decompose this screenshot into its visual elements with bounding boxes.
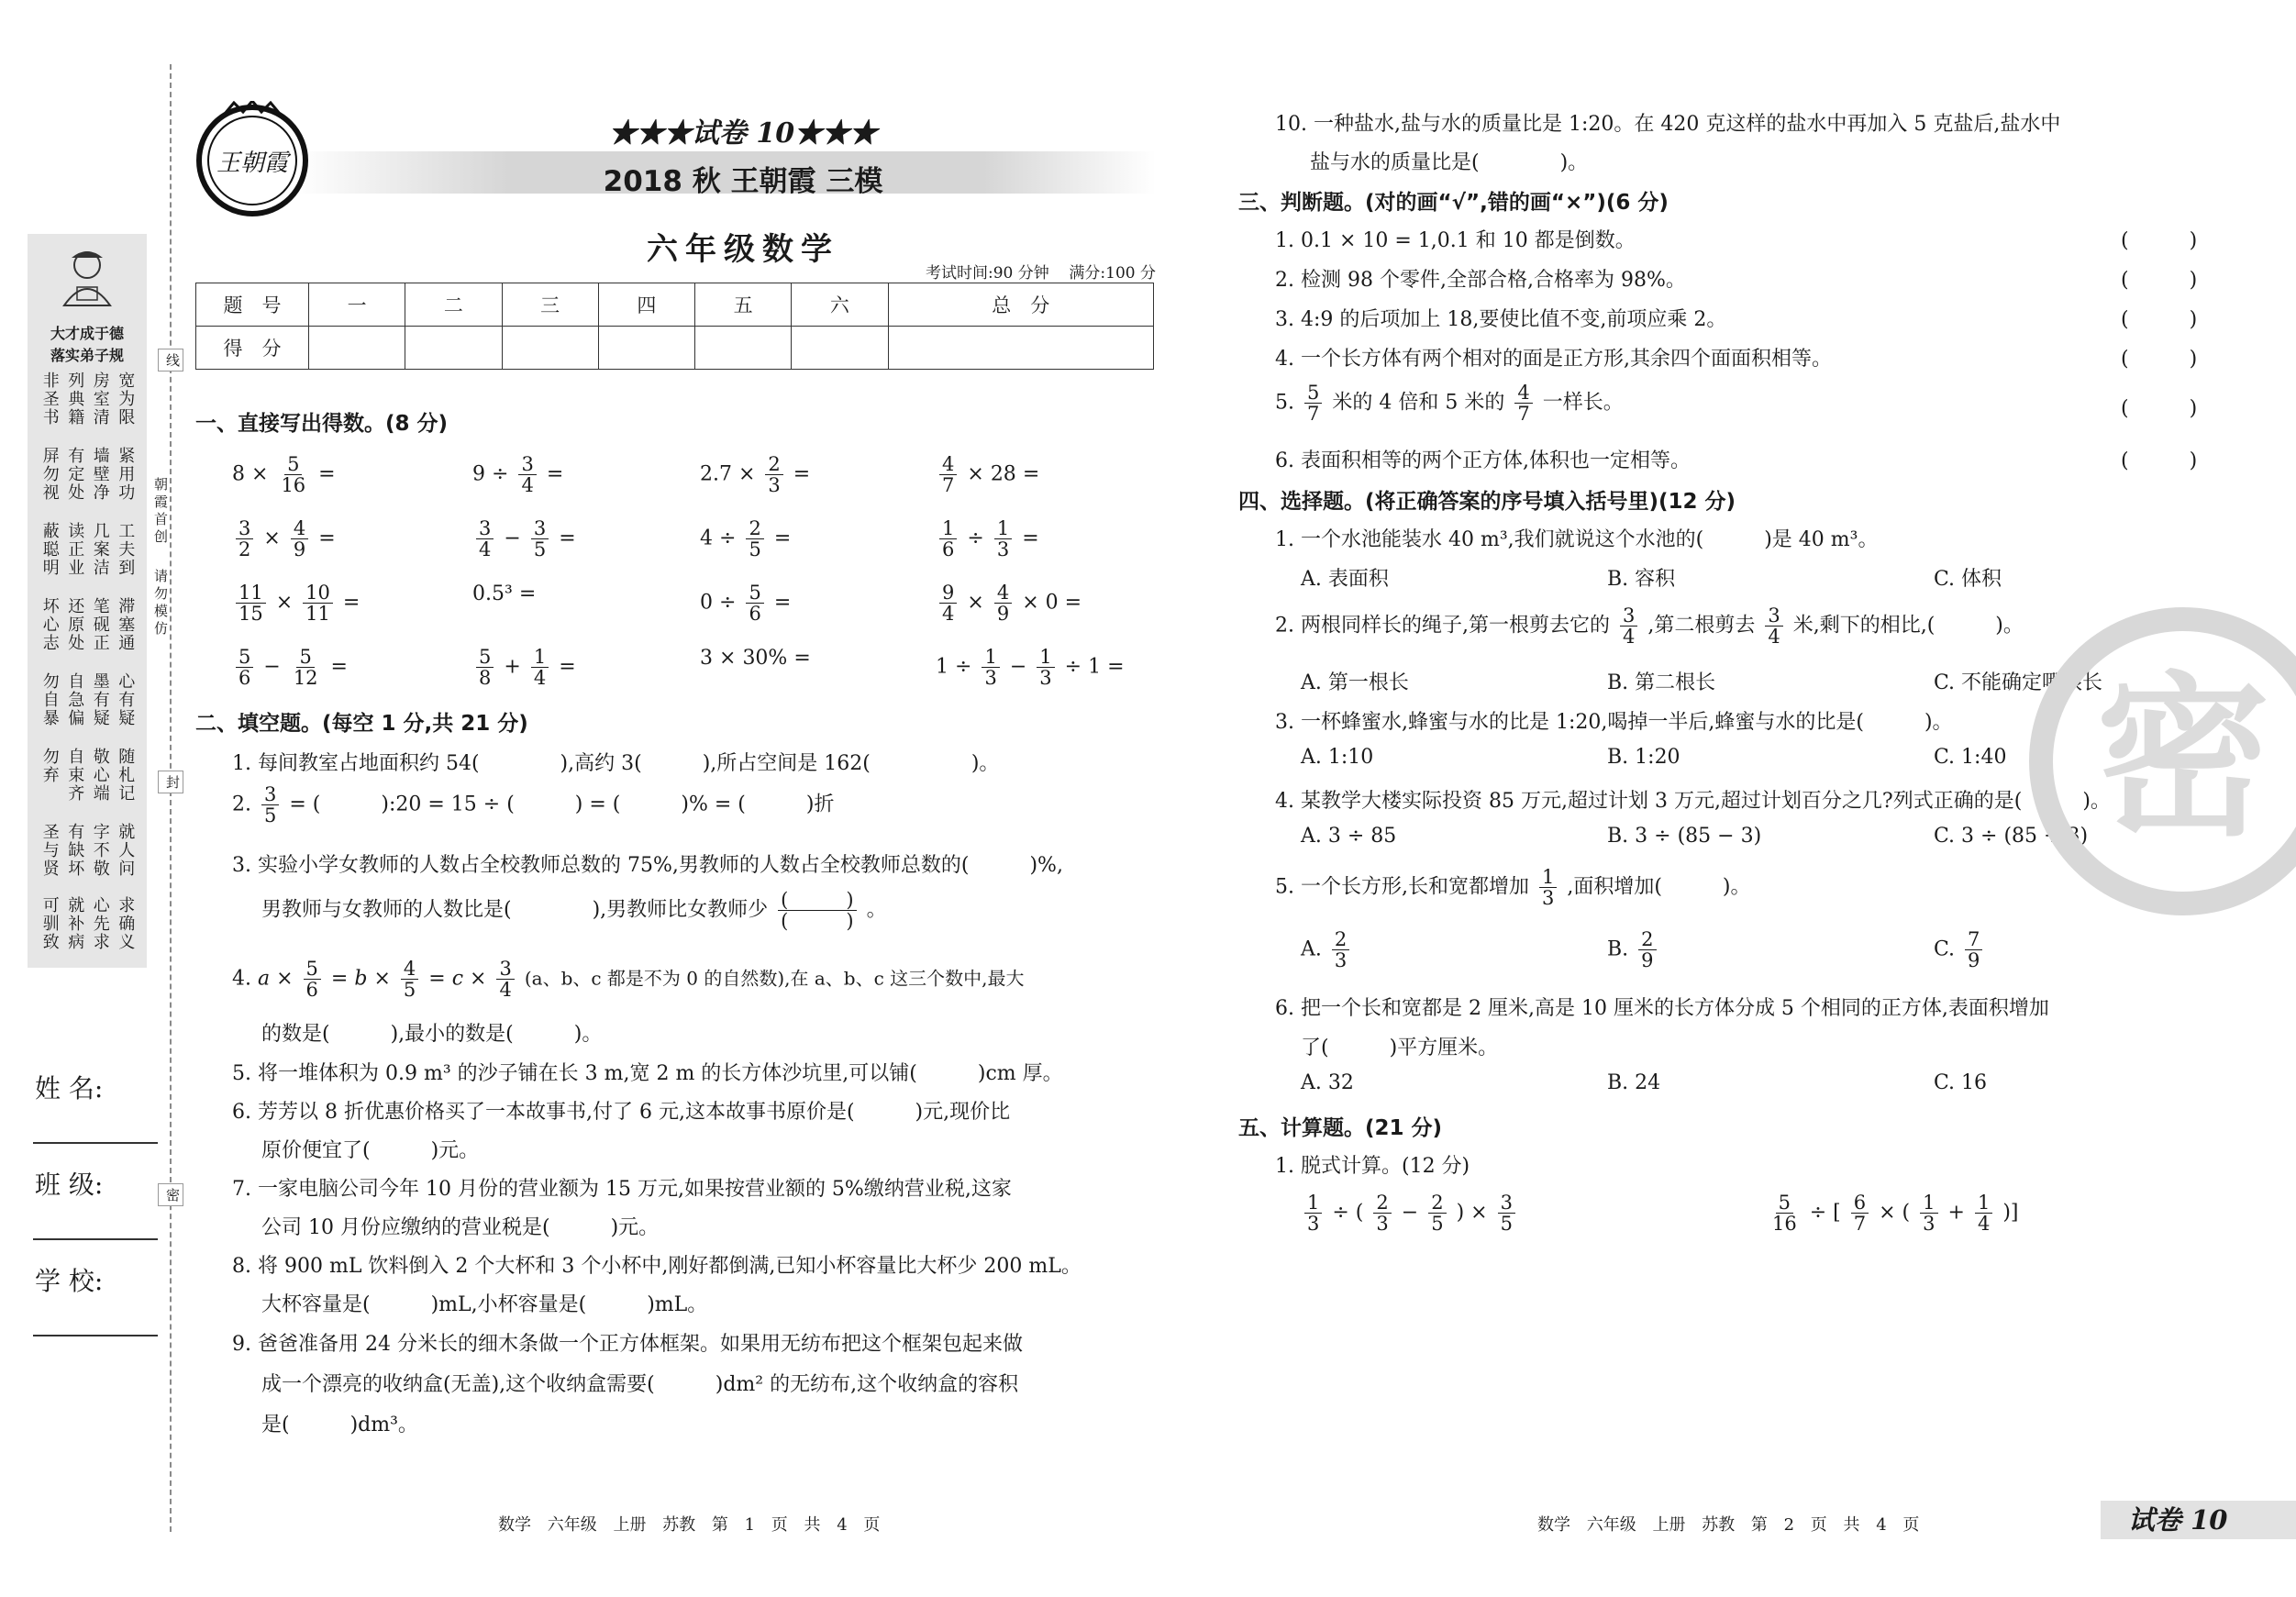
choice-6-option-b[interactable]: B. 24 [1607,1071,1661,1094]
calc-expression-1: $\frac{1}{3}$ ÷ ( $\frac{2}{3}$ − $\frac{2}{5}$ ) × $\frac{3}{5}$ [1301,1192,1519,1234]
fraction: $\frac{3}{4}$ [518,454,536,495]
q2-number: 2. [232,793,251,816]
fraction: $\frac{1}{3}$ [1037,647,1054,688]
motto-col: 随札记 [116,748,136,803]
fill-question-4: 4. a × $\frac{5}{6}$ = b × $\frac{4}{5}$ = c × $\frac{3}{4}$ (a、b、c 都是不为 0 的自然数),在 a、b、c 这三个数中,最大 [232,958,1025,1002]
judge-answer-3[interactable]: ( ) [2121,308,2198,331]
section2-heading: 二、填空题。(每空 1 分,共 21 分) [195,712,528,736]
fraction: $\frac{1}{4}$ [531,647,549,688]
table-header-cell: 四 [598,283,694,327]
judge-answer-5[interactable]: ( ) [2121,397,2198,420]
q5-end: 一样长。 [1542,391,1624,415]
brand-seal-icon [193,101,312,220]
motto-group-3 [37,522,138,577]
score-cell[interactable] [695,327,792,370]
fraction: $\frac{5}{12}$ [293,646,318,690]
q5-text: 米的 4 倍和 5 米的 [1332,391,1505,415]
choice-question-2 [1275,605,2024,647]
fraction: $\frac{5}{6}$ [236,647,253,688]
fill-question-10-line1: 10. 一种盐水,盐与水的质量比是 1:20。在 420 克这样的盐水中再加入 5 克盐后,盐水中 [1275,113,2061,136]
fold-label-secret: 密 [158,1183,183,1206]
choice-6-option-c[interactable]: C. 16 [1934,1071,1988,1094]
fill-question-8-line1: 8. 将 900 mL 饮料倒入 2 个大杯和 3 个小杯中,刚好都倒满,已知小杯容量比大杯少 200 mL。 [232,1255,1081,1278]
side-note-no-copy: 请勿模仿 [152,569,169,638]
fraction: $\frac{11}{15}$ [236,582,266,624]
score-cell[interactable] [598,327,694,370]
fold-label-line: 线 [158,349,183,372]
fraction: $\frac{4}{7}$ [939,454,957,495]
motto-group-4 [37,597,138,652]
motto-col: 滞塞通 [116,597,136,652]
svg-text:王朝霞: 王朝霞 [216,150,289,177]
fraction: $\frac{4}{9}$ [291,518,308,560]
option-letter: A. [1301,937,1322,961]
fraction: $\frac{7}{9}$ [1965,929,1982,970]
fraction: $\frac{3}{5}$ [531,518,549,560]
fraction: $\frac{9}{4}$ [939,582,957,624]
choice-4-option-a[interactable]: A. 3 ÷ 85 [1301,825,1397,848]
motto-col: 屏勿视 [39,447,60,502]
student-name-field[interactable] [33,1142,158,1144]
mental-math-item: 2.7 × $\frac{2}{3}$ = [700,453,811,497]
motto-col: 自束齐 [65,748,85,803]
choice-5-option-c[interactable] [1934,929,1986,970]
fraction: $\frac{1}{3}$ [1920,1192,1937,1234]
fraction: $\frac{2}{3}$ [1332,929,1349,970]
score-table [195,283,1154,370]
motto-group-1 [37,372,138,427]
calc-question-1: 1. 脱式计算。(12 分) [1275,1155,1470,1178]
fraction: $\frac{2}{5}$ [746,518,763,560]
choice-5-option-b[interactable] [1607,929,1660,970]
motto-col: 勿弃 [39,748,60,784]
mental-math-item: $\frac{4}{7}$ × 28 = [936,454,1039,495]
side-note-original: 朝霞首创 [152,477,169,547]
table-header-cell: 三 [502,283,598,327]
q2-text-c: 米,剩下的相比,( )。 [1792,614,2024,638]
fill-question-3-line2 [261,890,887,931]
student-class-field[interactable] [33,1238,158,1240]
left-motto-strip [28,234,147,968]
mental-math-item: $\frac{5}{6}$ − $\frac{5}{12}$ = [232,647,348,688]
motto-col: 有缺坏 [65,823,85,878]
fraction: $\frac{1}{3}$ [1539,867,1557,908]
motto-col: 列典籍 [65,372,85,427]
mental-math-item: 0.5³ = [472,582,537,605]
choice-question-6-line2: 了( )平方厘米。 [1301,1037,1499,1059]
footer-page-1: 数学 六年级 上册 苏教 第 1 页 共 4 页 [498,1515,881,1535]
score-cell[interactable] [888,327,1154,370]
fill-question-7-line1: 7. 一家电脑公司今年 10 月份的营业额为 15 万元,如果按营业额的 5%缴纳营业税,这家 [232,1178,1012,1201]
fraction: $\frac{4}{5}$ [401,959,418,1000]
motto-col: 宽为限 [116,372,136,427]
section3-heading: 三、判断题。(对的画“√”,错的画“×”)(6 分) [1238,191,1669,215]
score-cell[interactable] [309,327,405,370]
choice-1-option-c[interactable]: C. 体积 [1934,568,2002,591]
fraction: $\frac{3}{4}$ [1620,605,1637,647]
student-class-label: 班 级: [35,1170,104,1200]
judge-question-6: 6. 表面积相等的两个正方体,体积也一定相等。 [1275,449,1691,472]
choice-question-5 [1275,867,1751,908]
mental-math-item: 9 ÷ $\frac{3}{4}$ = [472,453,564,497]
q5-number: 5. [1275,391,1294,415]
motto-col: 心有疑 [116,672,136,727]
student-school-label: 学 校: [35,1266,104,1296]
motto-col: 心先求 [90,896,110,951]
judge-question-1: 1. 0.1 × 10 = 1,0.1 和 10 都是倒数。 [1275,229,1636,252]
choice-2-option-c[interactable]: C. 不能确定哪根长 [1934,671,2103,694]
score-cell[interactable] [405,327,502,370]
motto-col: 读正业 [65,522,85,577]
motto-col: 非圣书 [39,372,60,427]
fill-question-4-line2: 的数是( ),最小的数是( )。 [261,1023,603,1046]
fraction: $\frac{3}{4}$ [496,959,514,1000]
student-name-label: 姓 名: [35,1073,104,1103]
choice-3-option-a[interactable]: A. 1:10 [1301,746,1374,769]
table-header-cell: 六 [792,283,888,327]
blank-fraction[interactable] [778,890,856,931]
fill-question-10-line2: 盐与水的质量比是( )。 [1310,151,1589,174]
fraction: $\frac{1}{3}$ [1304,1192,1322,1234]
motto-col: 有定处 [65,447,85,502]
motto-col: 就人问 [116,823,136,878]
motto-col: 几案洁 [90,522,110,577]
fraction: $\frac{1}{6}$ [939,518,957,560]
fraction: $\frac{2}{9}$ [1638,929,1656,970]
mental-math-item: 3 × 30% = [700,647,811,670]
fill-question-2 [232,784,834,826]
mental-math-item: 8 × $\frac{5}{16}$ = [232,453,336,497]
mental-math-item: $\frac{1}{6}$ ÷ $\frac{1}{3}$ = [936,518,1039,560]
fill-question-3-line1: 3. 实验小学女教师的人数占全校教师总数的 75%,男教师的人数占全校教师总数的( )%, [232,854,1063,877]
section4-heading: 四、选择题。(将正确答案的序号填入括号里)(12 分) [1238,490,1736,514]
fill-question-1: 1. 每间教室占地面积约 54( ),高约 3( ),所占空间是 162( )。 [232,752,1000,775]
motto-col: 坏心志 [39,597,60,652]
secret-watermark-icon [2027,605,2296,917]
fraction: $\frac{3}{4}$ [1765,605,1782,647]
scholar-illustration-icon [46,243,128,307]
mental-math-item: 0 ÷ $\frac{5}{6}$ = [700,582,792,626]
fraction: $\frac{1}{4}$ [1975,1192,1992,1234]
fill-question-6-line2: 原价便宜了( )元。 [261,1139,480,1162]
mental-math-item: $\frac{5}{8}$ + $\frac{1}{4}$ = [472,647,576,688]
fraction: $\frac{1}{3}$ [994,518,1012,560]
choice-2-option-a[interactable]: A. 第一根长 [1301,671,1409,694]
exam-time: 考试时间:90 分钟 [926,264,1049,283]
motto-col: 紧用功 [116,447,136,502]
section1-heading: 一、直接写出得数。(8 分) [195,412,449,436]
mental-math-item: $\frac{3}{4}$ − $\frac{3}{5}$ = [472,518,576,560]
motto-group-5 [37,672,138,727]
choice-question-3: 3. 一杯蜂蜜水,蜂蜜与水的比是 1:20,喝掉一半后,蜂蜜与水的比是( )。 [1275,711,1953,734]
motto-group-7 [37,823,138,878]
fraction: $\frac{1}{3}$ [982,647,999,688]
mental-math-item: $\frac{9}{4}$ × $\frac{4}{9}$ × 0 = [936,582,1081,624]
calc-expression-2: $\frac{5}{16}$ ÷ [ $\frac{6}{7}$ × ( $\frac{1}{3}$ + $\frac{1}{4}$ )] [1766,1192,2019,1234]
blank-numerator: ( ) [778,890,856,911]
motto-col: 自急偏 [65,672,85,727]
fraction: $\frac{2}{3}$ [765,454,782,495]
judge-answer-4[interactable]: ( ) [2121,348,2198,371]
mental-math-item: 4 ÷ $\frac{2}{5}$ = [700,517,792,561]
mental-math-item: $\frac{11}{15}$ × $\frac{10}{11}$ = [232,582,360,624]
table-row [196,327,1154,370]
motto-col: 蔽聪明 [39,522,60,577]
score-cell[interactable] [792,327,888,370]
judge-question-4: 4. 一个长方体有两个相对的面是正方形,其余四个面面积相等。 [1275,348,1832,371]
motto-col: 敬心端 [90,748,110,803]
q3-end: 。 [866,898,887,922]
choice-question-1: 1. 一个水池能装水 40 m³,我们就说这个水池的( )是 40 m³。 [1275,528,1879,551]
fraction: $\frac{2}{5}$ [1428,1192,1446,1234]
fraction: $\frac{3}{2}$ [236,518,253,560]
fold-label-seal: 封 [158,771,183,793]
subject-title: 六年级数学 [647,231,839,268]
judge-answer-2[interactable]: ( ) [2121,269,2198,292]
fraction: $\frac{2}{3}$ [1373,1192,1391,1234]
fraction: $\frac{6}{7}$ [1851,1192,1869,1234]
full-score: 满分:100 分 [1069,264,1156,283]
motto-group-8 [37,896,138,951]
q2-text-b: ,第二根剪去 [1647,614,1756,638]
motto-col: 工夫到 [116,522,136,577]
choice-6-option-a[interactable]: A. 32 [1301,1071,1354,1094]
motto-col: 墨有疑 [90,672,110,727]
motto-line-1: 大才成于德 [50,325,124,342]
fraction: $\frac{5}{7}$ [1304,383,1322,424]
mental-math-item: $\frac{3}{2}$ × $\frac{4}{9}$ = [232,518,336,560]
table-header-cell: 一 [309,283,405,327]
q5-text-a: 5. 一个长方形,长和宽都增加 [1275,875,1529,899]
motto-col: 墙壁净 [90,447,110,502]
exam-title: 2018 秋 王朝霞 三模 [603,165,883,198]
motto-col: 还原处 [65,597,85,652]
exam-info [789,260,1156,283]
choice-1-option-a[interactable]: A. 表面积 [1301,568,1389,591]
fraction: $\frac{5}{8}$ [476,647,494,688]
fraction: $\frac{5}{16}$ [1772,1192,1797,1236]
table-header-cell: 题 号 [196,283,309,327]
fraction: $\frac{5}{6}$ [746,582,763,624]
judge-answer-6[interactable]: ( ) [2121,449,2198,472]
motto-group-6 [37,748,138,803]
table-header-cell: 五 [695,283,792,327]
fraction: $\frac{4}{7}$ [1514,383,1532,424]
motto-col: 圣与贤 [39,823,60,878]
fill-question-9-line3: 是( )dm³。 [261,1414,418,1436]
choice-5-option-a[interactable] [1301,929,1353,970]
option-letter: B. [1607,937,1629,961]
mental-math-item: 1 ÷ $\frac{1}{3}$ − $\frac{1}{3}$ ÷ 1 = [936,646,1125,690]
binding-fold-line [170,64,172,1532]
option-letter: C. [1934,937,1956,961]
q5-text-b: ,面积增加( )。 [1567,875,1751,899]
fill-question-7-line2: 公司 10 月份应缴纳的营业税是( )元。 [261,1216,660,1239]
motto-line-2: 落实弟子规 [50,347,124,364]
fraction: $\frac{5}{6}$ [304,959,321,1000]
corner-paper-label: 试卷 10 [2101,1501,2296,1539]
motto-col: 笔砚正 [90,597,110,652]
section5-heading: 五、计算题。(21 分) [1238,1116,1443,1140]
fraction: $\frac{3}{4}$ [476,518,494,560]
table-header-cell: 得 分 [196,327,309,370]
q2-blanks: = ( ):20 = 15 ÷ ( ) = ( )% = ( )折 [289,793,835,816]
fraction: $\frac{5}{16}$ [281,453,306,497]
motto-col: 字不敬 [90,823,110,878]
table-header-cell: 二 [405,283,502,327]
choice-4-option-b[interactable]: B. 3 ÷ (85 − 3) [1607,825,1762,848]
choice-3-option-b[interactable]: B. 1:20 [1607,746,1680,769]
fill-question-8-line2: 大杯容量是( )mL,小杯容量是( )mL。 [261,1293,708,1316]
paper-number-label: ★★★试卷 10★★★ [608,117,878,150]
fill-question-9-line2: 成一个漂亮的收纳盒(无盖),这个收纳盒需要( )dm² 的无纺布,这个收纳盒的容积 [261,1373,1019,1396]
table-header-cell: 总 分 [888,283,1154,327]
table-row [196,283,1154,327]
motto-col: 可驯致 [39,896,60,951]
motto-col: 求确义 [116,896,136,951]
choice-4-option-c[interactable]: C. 3 ÷ (85 + 3) [1934,825,2089,848]
fraction: $\frac{10}{11}$ [303,582,333,624]
q3-text: 男教师与女教师的人数比是( ),男教师比女教师少 [261,898,769,922]
fraction: $\frac{3}{5}$ [261,784,279,826]
choice-question-4: 4. 某教学大楼实际投资 85 万元,超过计划 3 万元,超过计划百分之几?列式正确的是( )。 [1275,790,2111,813]
choice-2-option-b[interactable]: B. 第二根长 [1607,671,1716,694]
judge-answer-1[interactable]: ( ) [2121,229,2198,252]
choice-question-6-line1: 6. 把一个长和宽都是 2 厘米,高是 10 厘米的长方体分成 5 个相同的正方体,表面积增加 [1275,997,2049,1020]
choice-1-option-b[interactable]: B. 容积 [1607,568,1676,591]
fill-question-5: 5. 将一堆体积为 0.9 m³ 的沙子铺在长 3 m,宽 2 m 的长方体沙坑里,可以铺( )cm 厚。 [232,1062,1063,1085]
fraction: $\frac{3}{5}$ [1498,1192,1515,1234]
fraction: $\frac{4}{9}$ [994,582,1012,624]
blank-denominator: ( ) [781,910,854,933]
motto-col: 房室清 [90,372,110,427]
motto-group-2 [37,447,138,502]
svg-text:密: 密 [2095,657,2271,859]
q4-condition: (a、b、c 都是不为 0 的自然数),在 a、b、c 这三个数中,最大 [524,967,1025,990]
brand-logo [193,101,312,220]
judge-question-3: 3. 4:9 的后项加上 18,要使比值不变,前项应乘 2。 [1275,308,1727,331]
motto-col: 勿自暴 [39,672,60,727]
score-cell[interactable] [502,327,598,370]
judge-question-2: 2. 检测 98 个零件,全部合格,合格率为 98%。 [1275,269,1686,292]
q2-text-a: 2. 两根同样长的绳子,第一根剪去它的 [1275,614,1610,638]
fill-question-6-line1: 6. 芳芳以 8 折优惠价格买了一本故事书,付了 6 元,这本故事书原价是( )元,现价比 [232,1101,1011,1124]
footer-page-2: 数学 六年级 上册 苏教 第 2 页 共 4 页 [1537,1515,1920,1535]
choice-3-option-c[interactable]: C. 1:40 [1934,746,2007,769]
student-school-field[interactable] [33,1335,158,1336]
judge-question-5 [1275,383,1624,424]
fill-question-9-line1: 9. 爸爸准备用 24 分米长的细木条做一个正方体框架。如果用无纺布把这个框架包起来做 [232,1333,1023,1356]
motto-col: 就补病 [65,896,85,951]
